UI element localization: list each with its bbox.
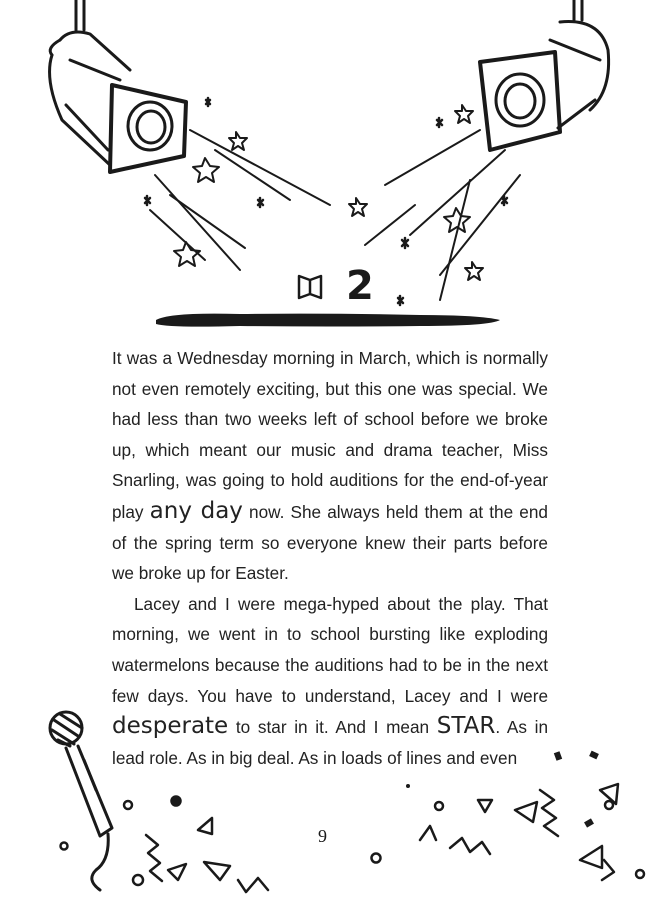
paragraph-2: Lacey and I were mega-hyped about the play. That morning, we went in to school bursting like exploding watermelons because the auditions had to be in the next few days. You have to understand, Lacey and I were desperate to star in it. And I mean STAR. As in lead role. As in big deal. As in loads of lines and even [112,593,548,768]
microphone-icon [50,712,112,890]
chapter-number: 2 [346,263,374,309]
page-number: 9 [318,826,327,846]
emphasis-any-day: any day [149,497,243,524]
book-icon [296,272,324,302]
confetti-circles [61,797,645,886]
emphasis-desperate: desperate [112,713,229,740]
star-icon [174,105,483,280]
spotlight-right-icon [480,0,609,150]
brush-stroke-divider [156,314,500,327]
spotlight-left-icon [50,0,186,172]
light-beams [150,130,520,300]
paragraph-1: It was a Wednesday morning in March, which is normally not even remotely exciting, but this one was special. We had less than two weeks left of school before we broke up, which meant our music and drama teacher, Miss Snarling, was going to hold auditions for the end-of-year play any day now. She always held them at the end of the spring term so everyone knew their parts before we broke up for Easter. [112,348,548,584]
confetti-decoration [146,784,618,892]
emphasis-star: STAR [436,713,496,740]
body-text [112,343,548,773]
